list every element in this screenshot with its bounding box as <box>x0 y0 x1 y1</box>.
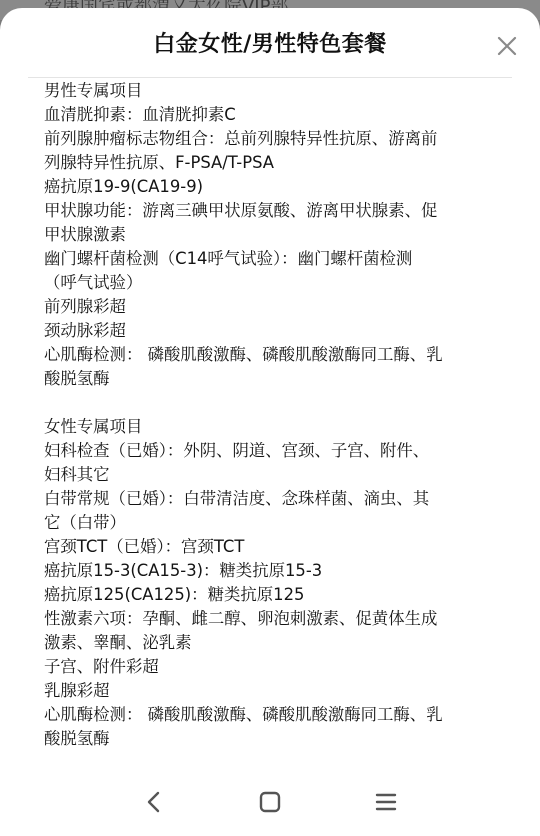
female-item-line: 宫颈TCT（已婚）：宫颈TCT <box>44 537 245 556</box>
male-item-line: 甲状腺激素 <box>44 225 126 244</box>
home-icon[interactable] <box>254 786 286 818</box>
female-item-line: 性激素六项：孕酮、雌二醇、卵泡刺激素、促黄体生成 <box>44 609 438 628</box>
bottom-sheet-dialog <box>0 8 540 836</box>
section-spacer <box>44 391 504 415</box>
male-item-line: 前列腺彩超 <box>44 297 126 316</box>
menu-icon[interactable] <box>370 786 402 818</box>
header-divider <box>28 77 512 78</box>
female-item-line: 妇科其它 <box>44 465 110 484</box>
female-section-heading: 女性专属项目 <box>44 417 143 436</box>
male-item-line: 前列腺肿瘤标志物组合：总前列腺特异性抗原、游离前 <box>44 129 438 148</box>
male-item-line: 血清胱抑素：血清胱抑素C <box>44 105 236 124</box>
male-item-line: （呼气试验） <box>44 273 143 292</box>
female-item-line: 乳腺彩超 <box>44 681 110 700</box>
male-item-line: 列腺特异性抗原、F-PSA/T-PSA <box>44 153 275 172</box>
dialog-header <box>0 8 540 78</box>
female-item-line: 激素、睾酮、泌乳素 <box>44 633 192 652</box>
male-item-line: 颈动脉彩超 <box>44 321 126 340</box>
dialog-title: 白金女性/男性特色套餐 <box>153 32 387 57</box>
female-item-line: 白带常规（已婚）：白带清洁度、念珠样菌、滴虫、其 <box>44 489 430 508</box>
male-item-line: 癌抗原19-9(CA19-9) <box>44 177 204 196</box>
close-icon[interactable] <box>496 35 518 57</box>
package-details <box>44 79 504 751</box>
male-item-line: 幽门螺杆菌检测（C14呼气试验）：幽门螺杆菌检测 <box>44 249 413 268</box>
male-item-line: 甲状腺功能：游离三碘甲状原氨酸、游离甲状腺素、促 <box>44 201 438 220</box>
male-item-line: 心肌酶检测： 磷酸肌酸激酶、磷酸肌酸激酶同工酶、乳 <box>44 345 443 364</box>
female-item-line: 酸脱氢酶 <box>44 729 110 748</box>
female-item-line: 它（白带） <box>44 513 126 532</box>
female-item-line: 妇科检查（已婚）：外阴、阴道、宫颈、子宫、附件、 <box>44 441 430 460</box>
male-item-line: 酸脱氢酶 <box>44 369 110 388</box>
female-item-line: 癌抗原15-3(CA15-3)：糖类抗原15-3 <box>44 561 323 580</box>
back-icon[interactable] <box>138 786 170 818</box>
female-item-line: 癌抗原125(CA125)：糖类抗原125 <box>44 585 305 604</box>
female-item-line: 子宫、附件彩超 <box>44 657 159 676</box>
female-item-line: 心肌酶检测： 磷酸肌酸激酶、磷酸肌酸激酶同工酶、乳 <box>44 705 443 724</box>
male-section-heading: 男性专属项目 <box>44 81 143 100</box>
system-navigation-bar <box>0 770 540 836</box>
